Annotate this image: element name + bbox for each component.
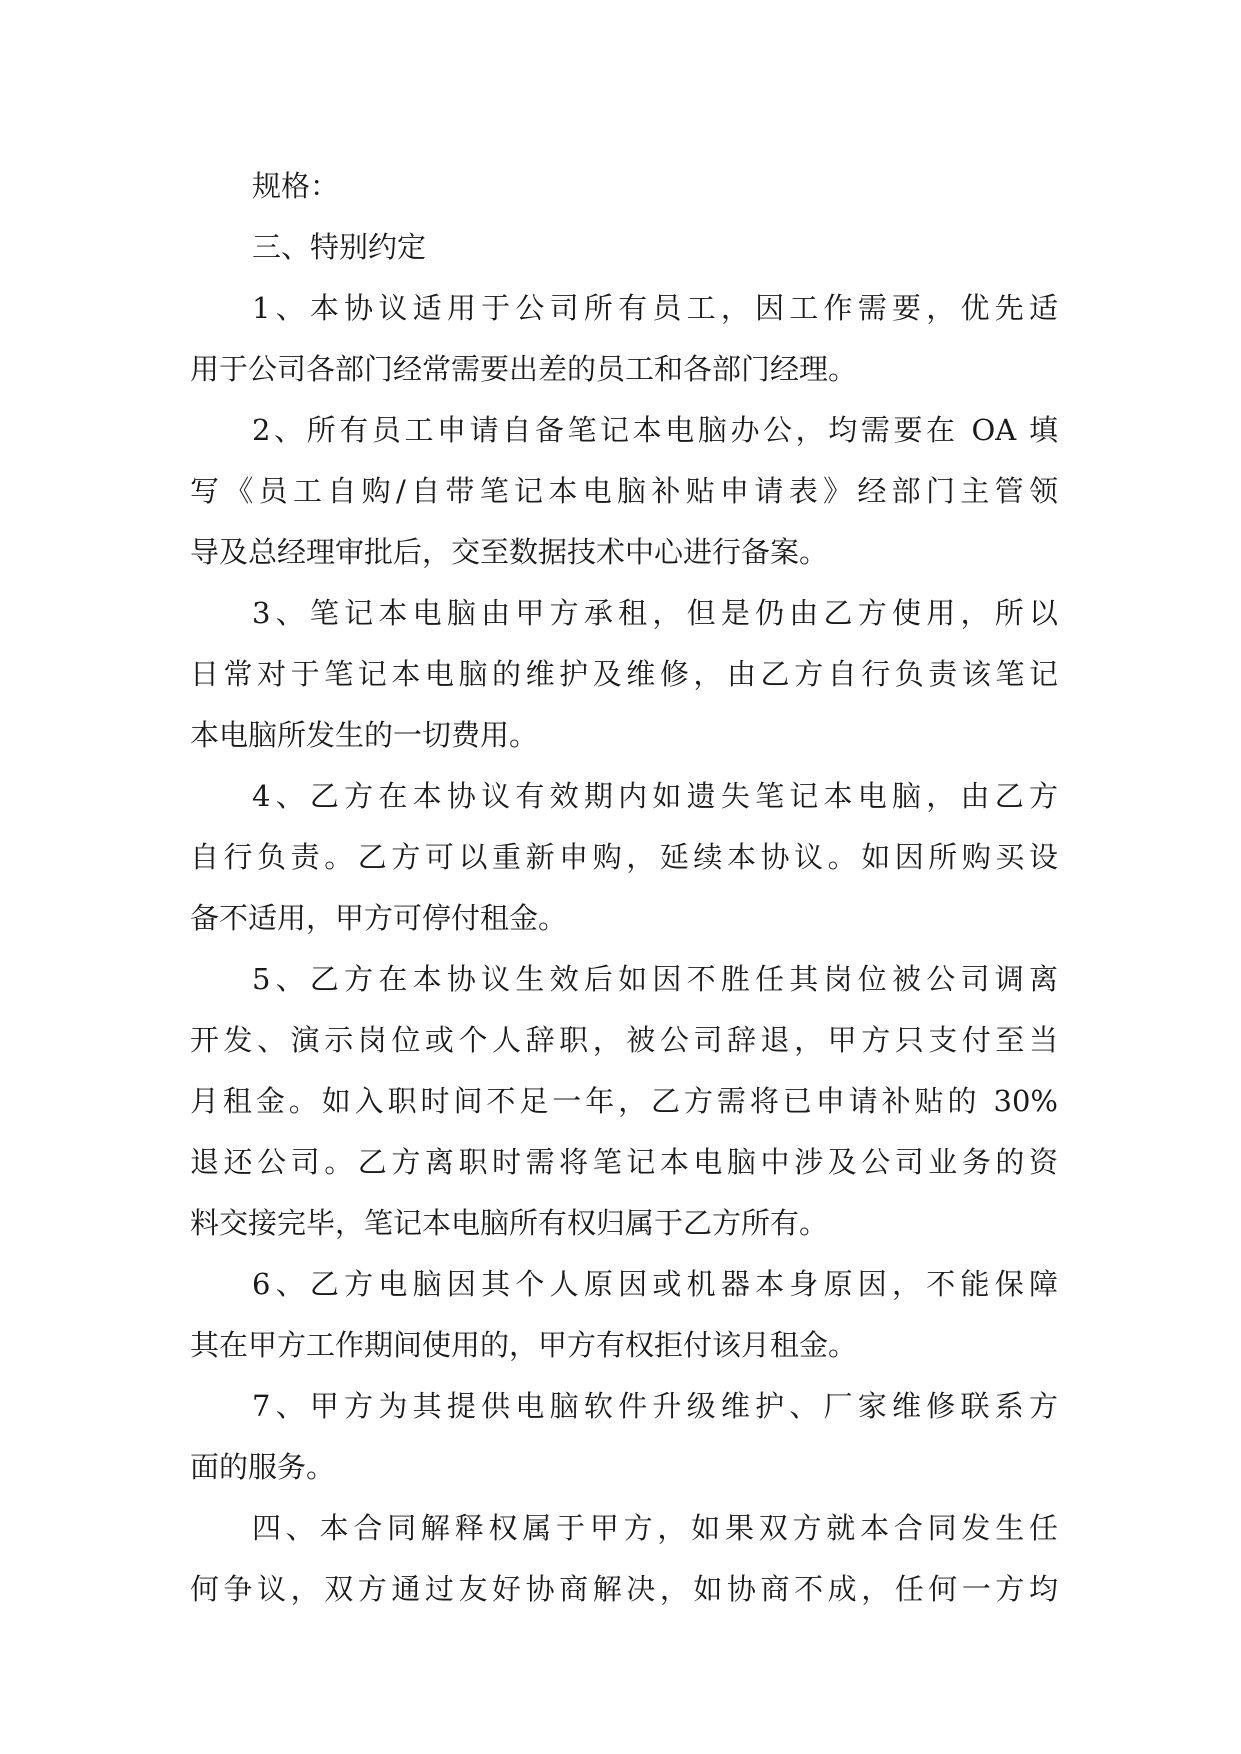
text-line: 3、笔记本电脑由甲方承租，但是仍由乙方使用，所以 [252, 596, 1058, 630]
text-line: 日常对于笔记本电脑的维护及维修，由乙方自行负责该笔记 [190, 657, 1058, 691]
text-line: 料交接完毕，笔记本电脑所有权归属于乙方所有。 [190, 1206, 829, 1240]
text-line: 4、乙方在本协议有效期内如遗失笔记本电脑，由乙方 [252, 779, 1058, 813]
text-line: 月租金。如入职时间不足一年，乙方需将已申请补贴的 30% [190, 1084, 1058, 1118]
text-line: 其在甲方工作期间使用的，甲方有权拒付该月租金。 [190, 1328, 858, 1362]
text-line: 2、所有员工申请自备笔记本电脑办公，均需要在 OA 填 [252, 413, 1058, 447]
text-line: 自行负责。乙方可以重新申购，延续本协议。如因所购买设 [190, 840, 1058, 874]
text-line: 导及总经理审批后，交至数据技术中心进行备案。 [190, 535, 829, 569]
text-line: 开发、演示岗位或个人辞职，被公司辞退，甲方只支付至当 [190, 1023, 1058, 1057]
text-line: 备不适用，甲方可停付租金。 [190, 901, 568, 935]
text-line: 本电脑所发生的一切费用。 [190, 718, 539, 752]
text-line: 面的服务。 [190, 1450, 336, 1484]
text-line: 规格： [252, 169, 340, 203]
text-line: 6、乙方电脑因其个人原因或机器本身原因，不能保障 [252, 1267, 1058, 1301]
text-line: 7、甲方为其提供电脑软件升级维护、厂家维修联系方 [252, 1389, 1058, 1423]
text-line: 何争议，双方通过友好协商解决，如协商不成，任何一方均 [190, 1572, 1058, 1606]
text-line: 5、乙方在本协议生效后如因不胜任其岗位被公司调离 [252, 962, 1058, 996]
text-line: 用于公司各部门经常需要出差的员工和各部门经理。 [190, 352, 858, 386]
text-line: 三、特别约定 [252, 230, 427, 264]
document-body [190, 156, 1058, 1620]
text-line: 退还公司。乙方离职时需将笔记本电脑中涉及公司业务的资 [190, 1145, 1058, 1179]
text-line: 写《员工自购/自带笔记本电脑补贴申请表》经部门主管领 [190, 474, 1058, 508]
text-line: 1、本协议适用于公司所有员工，因工作需要，优先适 [252, 291, 1058, 325]
text-line: 四、本合同解释权属于甲方，如果双方就本合同发生任 [252, 1511, 1058, 1545]
